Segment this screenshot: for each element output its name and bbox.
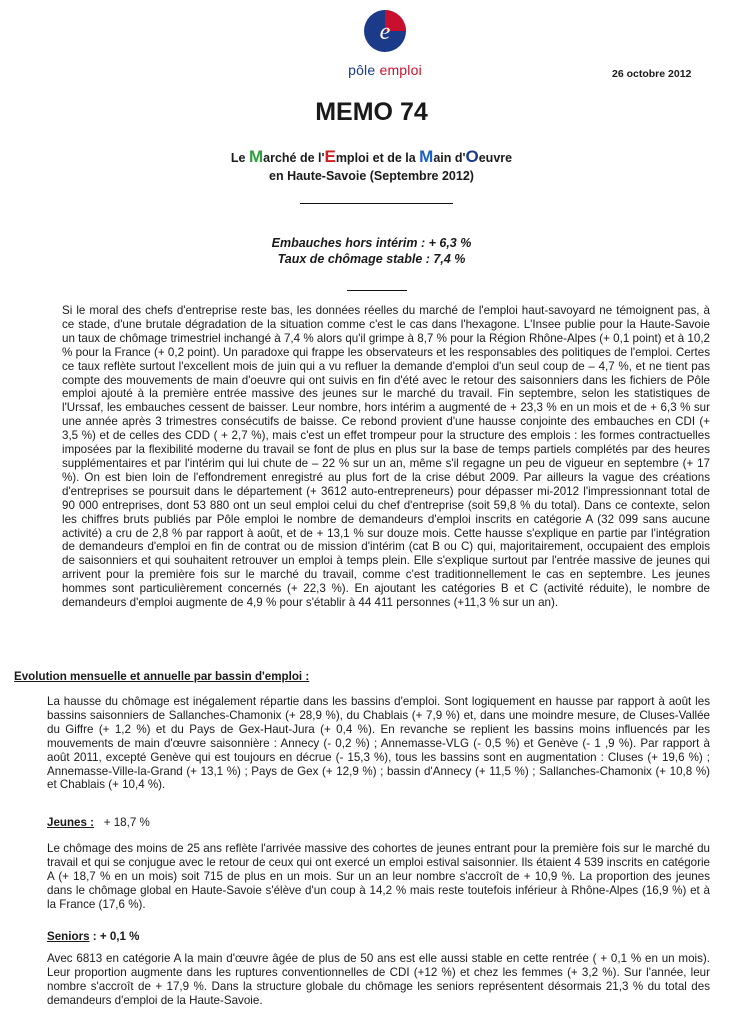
jeunes-label: Jeunes : [47, 816, 95, 829]
svg-text:e: e [379, 19, 391, 45]
jeunes-heading [47, 816, 150, 829]
memo-date: 26 octobre 2012 [612, 68, 692, 80]
jeunes-paragraph: Le chômage des moins de 25 ans reflète l'arrivée massive des cohortes de jeunes entrant pour la première fois sur le marché du travail et qui se conjugue avec le retour de ceux qui ont exercé un emploi estival saisonnier. Ils étaient 4 539 inscrits en catégorie A (+ 18,7 % en un mois) soit 715 de plus en un mois. Sur un an leur nombre s'accroît de + 10,9 %. La proportion des jeunes dans le chômage global en Haute-Savoie s'élève d'un coup à 14,2 % mais reste toutefois inférieur à Rhône-Alpes (16,9 %) et à la France (17,6 %). [47, 842, 710, 911]
key-figure-chomage: Taux de chômage stable : 7,4 % [277, 252, 466, 266]
jeunes-value: + 18,7 % [94, 816, 150, 829]
memo-subtitle [0, 148, 743, 185]
section-title-bassins: Evolution mensuelle et annuelle par bassin d'emploi : [14, 670, 310, 683]
memo-title: MEMO 74 [315, 98, 428, 126]
pole-emploi-logo [340, 8, 430, 78]
seniors-value: : + 0,1 % [89, 930, 140, 943]
seniors-label: Seniors [47, 930, 90, 943]
intro-paragraph: Si le moral des chefs d'entreprise reste bas, les données réelles du marché de l'emploi haut-savoyard ne témoignent pas, à ce stade, d'une brutale dégradation de la situation comme c'est le cas dans l'hexagone. L'Insee publie pour la Haute-Savoie un taux de chômage trimestriel inchangé à 7,4 % alors qu'il grimpe à 8,7 % pour la Région Rhône-Alpes (+ 0,1 point) et à 10,2 % pour la France (+ 0,2 point). Un paradoxe qui frappe les observateurs et les responsables des politiques de l'emploi. Certes ce taux reflète surtout l'excellent mois de juin qui a vu refluer la demande d'emploi d'un seul coup de – 4,7 %, et ne tient pas compte des mouvements de main d'oeuvre qui ont suivis en fin d'été avec le retour des saisonniers dans les fichiers de Pôle emploi ajouté à la première entrée massive des jeunes sur le marché du travail. Fin septembre, selon les statistiques de l'Urssaf, les embauches cessent de baisser. Leur nombre, hors intérim a augmenté de + 23,3 % en un mois et de + 6,3 % sur une année après 3 trimestres consécutifs de baisse. Ce rebond provient d'une hausse conjointe des embauches en CDI (+ 3,5 %) et de celles des CDD ( + 2,7 %), mais c'est un effet trompeur pour la structure des emplois : les formes contractuelles imposées par la flexibilité moderne du travail se font de plus en plus sur la base de temps partiels complétés par des heures supplémentaires et par l'intérim qui lui chute de – 22 % sur un an, même s'il regagne un peu de vigueur en septembre (+ 17 %). On est bien loin de l'effondrement enregistré au plus fort de la crise début 2009. Par ailleurs la vague des créations d'entreprises se poursuit dans le département (+ 3612 auto-entrepreneurs) pour dépasser mi-2012 l'impressionnant total de 90 000 entreprises, dont 53 880 ont un seul emploi celui du chef d'entreprise (soit 59,8 % du total). Dans ce contexte, selon les chiffres bruts publiés par Pôle emploi le nombre de demandeurs d'emploi inscrits en catégorie A (32 099 sans aucune activité) a cru de 2,8 % par rapport à août, et de + 13,1 % sur douze mois. Cette hausse s'explique en partie par l'intégration de demandeurs d'emploi en fin de contrat ou de mission d'intérim (cat B ou C) qui, majoritairement, occupaient des emplois de saisonniers et qui souhaitent retrouver un emploi à temps plein. Elle s'explique surtout par l'entrée massive de jeunes qui arrivent pour la première fois sur le marché du travail, comme c'est traditionnellement le cas en septembre. Les jeunes hommes sont particulièrement concernés (+ 22,3 %). En ajoutant les catégories B et C (activité réduite), le nombre de demandeurs d'emploi augmente de 4,9 % pour s'établir à 44 411 personnes (+11,3 % sur un an). [62, 304, 710, 610]
subtitle-line-2: en Haute-Savoie (Septembre 2012) [269, 169, 474, 183]
subtitle-line-1: Le Marché de l'Emploi et de la Main d'Oeuvre [230, 147, 513, 166]
pole-emploi-logo-icon [362, 8, 408, 54]
divider-rule-short [347, 290, 407, 291]
key-figure-embauches: Embauches hors intérim : + 6,3 % [271, 236, 472, 250]
key-figures [0, 235, 743, 267]
bassins-paragraph: La hausse du chômage est inégalement répartie dans les bassins d'emploi. Sont logiquement en hausse par rapport à août les bassins saisonniers de Sallanches-Chamonix (+ 28,9 %), du Chablais (+ 7,9 %) et, dans une moindre mesure, de Cluses-Vallée du Giffre (+ 1,2 %) et du Pays de Gex-Haut-Jura (+ 0,4 %). En revanche se replient les bassins moins influencés par les mouvements de main d'œuvre saisonnière : Annecy (- 0,2 %) ; Annemasse-VLG (- 0,5 %) et Genève (- 1 ,9 %). Par rapport à août 2011, excepté Genève qui est toujours en décrue (- 15,3 %), tous les bassins sont en augmentation : Cluses (+ 19,6 %) ; Annemasse-Ville-la-Grand (+ 13,1 %) ; Pays de Gex (+ 12,9 %) ; bassin d'Annecy (+ 11,5 %) ; Sallanches-Chamonix (+ 10,8 %) et Chablais (+ 10,4 %). [47, 695, 710, 792]
logo-text: pôle emploi [348, 62, 422, 78]
seniors-paragraph: Avec 6813 en catégorie A la main d'œuvre âgée de plus de 50 ans est elle aussi stable en cette rentrée ( + 0,1 % en un mois). Leur proportion augmente dans les ruptures conventionnelles de CDI (+12 %) et chez les femmes (+ 3,2 %). Sur l'année, leur nombre s'accroît de + 17,9 %. Dans la structure globale du chômage les seniors représentent désormais 21,3 % du total des demandeurs d'emploi de la Haute-Savoie. [47, 952, 710, 1007]
seniors-heading [47, 930, 139, 943]
divider-rule [300, 203, 453, 204]
